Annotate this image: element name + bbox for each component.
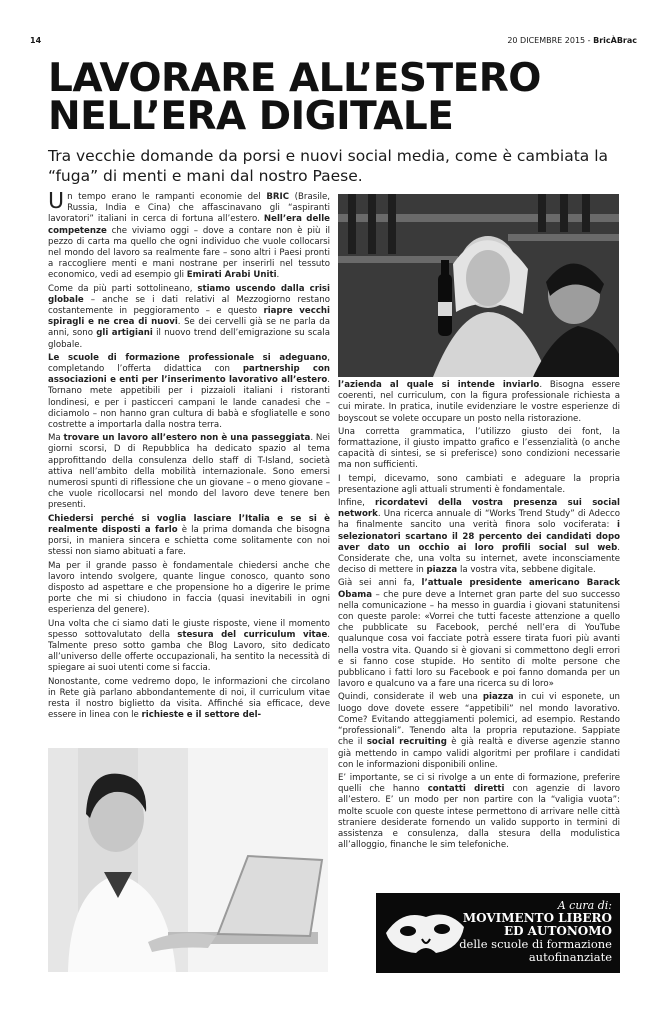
body-text: . Una ricerca annuale di “Works Trend Study” di Adecco ha finalmente sancito una verità finora solo vociferata: [338, 509, 620, 531]
bold-text: Chiedersi perché si voglia lasciare l’Italia e se si è realmente disposti a farlo [48, 513, 330, 535]
body-text: – che pure deve a Internet gran parte del suo successo nella comunicazione – ha messo in guardia i giovani statunitensi con queste parole: «Vorrei che tutti faceste attenzione a quello che pubblicate su Facebook, perché nell’era di YouTube qualunque cosa voi facciate potrà essere tirata fuori più avanti nella vostra vita. Quando si è giovani si commettono degli errori e si fanno cose stupide. Ho sentito di molte persone che pubblicano i fatti loro su Facebook e poi fanno domanda per un lavoro e qualcuno va a fare una ricerca su di loro» [338, 589, 620, 690]
ad-org-line-4: autofinanziate [528, 950, 612, 964]
article-paragraph [338, 773, 620, 851]
bold-text: riapre vecchi spiragli e ne crea di nuovi [48, 306, 330, 328]
body-text: Come da più parti sottolineano, [48, 283, 198, 294]
bold-text: l’attuale presidente americano Barack Obama [338, 578, 620, 600]
body-text: il nuovo trend dell’emigrazione su scala globale. [48, 328, 330, 350]
body-text: Già sei anni fa, [338, 578, 422, 589]
body-text: . Se dei cervelli già se ne parla da anni, sono [48, 317, 330, 339]
article-paragraph [48, 192, 330, 282]
bold-text: stiamo uscendo dalla crisi globale [48, 283, 330, 305]
sponsor-text [452, 899, 612, 964]
body-text: è già realtà e diverse agenzie stanno già mettendo in campo validi algoritmi per profilare i candidati con le informazioni disponibili online. [338, 737, 620, 770]
title-line-1: LAVORARE ALL’ESTERO [48, 56, 541, 101]
bold-text: partnership con associazioni e enti per l’inserimento lavorativo all’estero [48, 364, 330, 386]
publication-name: BricÀBrac [593, 36, 637, 45]
body-text: Nonostante, come vedremo dopo, le informazioni che circolano in Rete già parlano abbondantemente di noi, il curriculum vitae resta il nostro biglietto da visita. Affinché sia efficace, deve essere in linea con le [48, 676, 330, 721]
bold-text: Emirati Arabi Uniti [186, 270, 277, 281]
article-paragraph [48, 677, 330, 722]
article-paragraph [338, 578, 620, 690]
body-text: Quindi, considerate il web una [338, 692, 483, 703]
bold-text: Le scuole di formazione professionale si adeguano [48, 352, 328, 363]
bold-text: i selezionatori scartano il 28 percento dei candidati dopo aver dato un occhio ai loro profili social sul web [338, 520, 620, 553]
article-paragraph [48, 284, 330, 351]
sponsor-ad [376, 893, 620, 973]
bold-text: trovare un lavoro all’estero non è una passeggiata [63, 433, 311, 444]
issue-info [507, 36, 637, 45]
bold-text: piazza [426, 565, 458, 576]
issue-date: 20 DICEMBRE 2015 - [507, 36, 594, 45]
article-subtitle: Tra vecchie domande da porsi e nuovi social media, come è cambiata la “fuga” di menti e mani dal nostro Paese. [48, 147, 608, 185]
body-text: (Brasile, Russia, India e Cina) che affascinavano gli “aspiranti lavoratori” italiani in cerca di fortuna all’estero. [48, 192, 330, 225]
article-paragraph [338, 474, 620, 496]
body-text: Infine, [338, 498, 375, 509]
left-column [48, 192, 330, 740]
bold-text: social recruiting [366, 737, 447, 748]
article-paragraph [338, 692, 620, 770]
body-text: è la prima domanda che bisogna porsi, in maniera sincera e schietta come solitamente con noi stessi non siamo abituati a fare. [48, 524, 330, 558]
body-text: . Bisogna essere coerenti, nel curriculum, con la figura professionale richiesta a cui mirate. In pratica, inutile evidenziare le vostre esperienze di boyscout se volete occupare un posto nella ristorazione. [338, 380, 620, 424]
body-text: , completando l’offerta didattica con [48, 352, 330, 375]
bold-text: Nell’era delle competenze [48, 214, 330, 236]
article-paragraph [48, 353, 330, 431]
article-paragraph [338, 427, 620, 472]
body-text: . Talmente preso sotto gamba che Blog Lavoro, sito dedicato all’universo delle offerte occupazionali, ha sentito la necessità di spiegare ai suoi utenti come si faccia. [48, 629, 330, 674]
body-text: . [276, 270, 280, 281]
body-text: n tempo erano le rampanti economie del [67, 192, 267, 202]
ad-label: A cura di: [557, 899, 612, 912]
body-text: Ma per il grande passo è fondamentale chiedersi anche che lavoro intendo svolgere, quante lingue conosco, quanto sono disposto ad aspettare e che propensione ho a digerire le prime porte che mi si chiudono in faccia (quasi inevitabili in ogni esperienza del genere). [48, 560, 330, 616]
body-text: E’ importante, se ci si rivolge a un ente di formazione, preferire quelli che hanno [338, 772, 620, 795]
body-text: Una corretta grammatica, l’utilizzo giusto dei font, la formattazione, il giusto impatto grafico e l’essenzialità (o anche capacità di sintesi, se si preferisce) sono condizioni necessarie ma non sufficienti. [338, 426, 620, 471]
ad-org-line-1: MOVIMENTO LIBERO [462, 911, 612, 925]
body-text: Una volta che ci siamo dati le giuste risposte, viene il momento spesso sottovalutato della [48, 618, 330, 640]
bold-text: piazza [482, 692, 514, 703]
article-paragraph [48, 561, 330, 617]
body-text: . Tornano mete appetibili per i pizzaioli italiani i ristoranti londinesi, e per i pasticceri campani le lande canadesi che – diciamolo – non hanno gran cultura di babà e sfogliatelle e sono costrette a importarla dalla nostra terra. [48, 375, 330, 431]
page-header [30, 36, 637, 50]
page-number: 14 [30, 36, 42, 45]
body-text: . Nei giorni scorsi, D di Repubblica ha dedicato spazio al tema approfittando della consulenza dello staff di T-Island, società attiva nell’ambito della mobilità internazionale. Sono emersi numerosi spunti di riflessione che un giovane – o meno giovane – che vuole ricollocarsi nel mondo del lavoro deve tenere ben presenti. [48, 433, 330, 511]
article-paragraph [48, 619, 330, 675]
ad-org-line-2: ED AUTONOMO [503, 924, 612, 938]
drop-cap: U [48, 192, 65, 214]
body-text: in cui vi esponete, un luogo dove dovete essere “appetibili” nel mondo lavorativo. Come? Evitando atteggiamenti polemici, ad esempio. Restando “professionali”. Tenendo alta la propria reputazione. Sappiate che il [338, 692, 620, 748]
woman-at-laptop-photo [48, 748, 328, 972]
body-text: . Considerate che, una volta su internet, avete inconsciamente deciso di mettere in [338, 542, 620, 576]
article-paragraph [338, 380, 620, 425]
article-paragraph [338, 498, 620, 576]
body-text: la vostra vita, sebbene digitale. [457, 565, 596, 576]
bold-text: stesura del curriculum vitae [177, 629, 328, 640]
couple-with-wine-photo [338, 194, 619, 377]
article-paragraph [48, 514, 330, 559]
bold-text: contatti diretti [427, 784, 505, 795]
bold-text: gli artigiani [96, 328, 153, 339]
body-text: con agenzie di lavoro all’estero. E’ un modo per non partire con la “valigia vuota”: molte scuole con queste intese permettono di arrivare nelle città straniere desiderate fornendo un valido supporto in termini di assistenza e consulenza, dalla stesura della modulistica all’alloggio, finanche le sim telefoniche. [338, 784, 620, 851]
right-column [338, 380, 620, 888]
body-text: I tempi, dicevamo, sono cambiati e adeguare la propria presentazione agli attuali strumenti è fondamentale. [338, 473, 620, 495]
ad-org-line-3: delle scuole di formazione [459, 937, 612, 951]
bold-text: BRIC [266, 192, 290, 202]
article-title [48, 56, 628, 139]
bold-text: ricordatevi della vostra presenza sui social network [338, 498, 620, 520]
body-text: Ma [48, 433, 64, 444]
bold-text: richieste e il settore del- [141, 710, 262, 721]
article-paragraph [48, 433, 330, 511]
body-text: che viviamo oggi – dove a contare non è più il pezzo di carta ma quello che ogni individuo che vuole collocarsi nel mondo del lavoro sa realmente fare – sono altri i Paesi pronti a raccogliere menti e mani nostrane per inserirli nel tessuto economico, vedi ad esempio gli [48, 225, 330, 281]
bold-text: l’azienda al quale si intende inviarlo [338, 380, 540, 390]
title-line-2: NELL’ERA DIGITALE [48, 94, 454, 139]
body-text: – anche se i dati relativi al Mezzogiorno restano costantemente in peggioramento – e questo [48, 294, 330, 317]
